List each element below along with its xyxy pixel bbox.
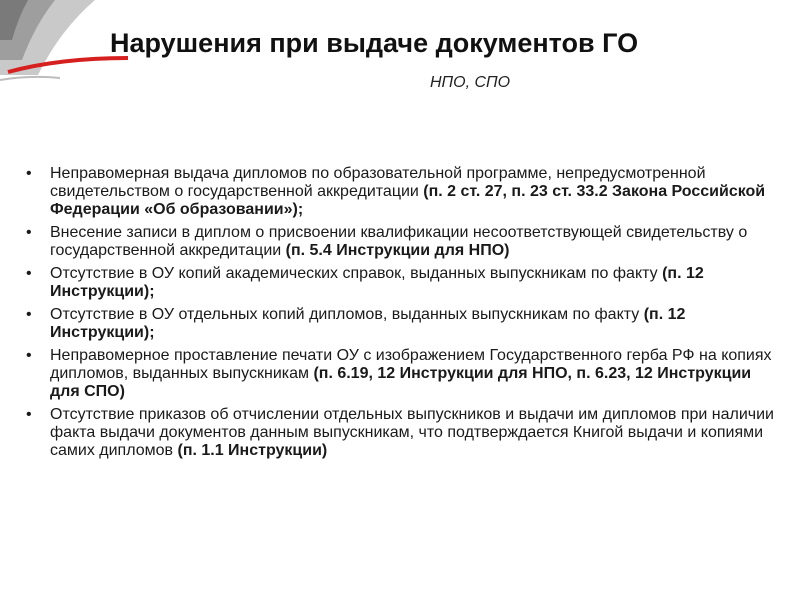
item-text: Внесение записи в диплом о присвоении квалификации несоответствующей свидетельству о государственной аккредитации [50, 224, 748, 259]
bullet-icon: • [26, 406, 32, 423]
item-text: Отсутствие приказов об отчислении отдельных выпускников и выдачи им дипломов при наличии факта выдачи документов данным выпускникам, что подтверждается Книгой выдачи и копиями самих дипломов [50, 406, 774, 459]
item-text: Отсутствие в ОУ копий академических справок, выданных выпускникам по факту [50, 265, 663, 282]
list-item [22, 165, 774, 219]
list-item [22, 347, 774, 401]
page-title: Нарушения при выдаче документов ГО [110, 28, 639, 58]
item-text: Неправомерная выдача дипломов по образовательной программе, непредусмотренной свидетельством о государственной аккредитации [50, 165, 706, 200]
page-subtitle: НПО, СПО [430, 74, 511, 91]
item-reference: (п. 6.19, 12 Инструкции для НПО, п. 6.23, 12 Инструкции для СПО) [50, 365, 752, 400]
item-reference: (п. 5.4 Инструкции для НПО) [285, 242, 510, 259]
item-reference: (п. 1.1 Инструкции) [177, 442, 328, 459]
violations-list [22, 165, 774, 465]
list-item [22, 406, 774, 460]
item-reference: (п. 12 Инструкции); [50, 265, 704, 300]
bullet-icon: • [26, 265, 32, 282]
bullet-icon: • [26, 347, 32, 364]
item-reference: (п. 2 ст. 27, п. 23 ст. 33.2 Закона Российской Федерации «Об образовании»); [50, 183, 766, 218]
list-item [22, 224, 774, 260]
list-item [22, 265, 774, 301]
item-reference: (п. 12 Инструкции); [50, 306, 686, 341]
item-text: Отсутствие в ОУ отдельных копий дипломов, выданных выпускникам по факту [50, 306, 644, 323]
bullet-icon: • [26, 224, 32, 241]
decorative-swoosh-graphic [0, 0, 130, 140]
bullet-icon: • [26, 306, 32, 323]
item-text: Неправомерное проставление печати ОУ с изображением Государственного герба РФ на копиях дипломов, выданных выпускникам [50, 347, 772, 382]
bullet-icon: • [26, 165, 32, 182]
list-item [22, 306, 774, 342]
